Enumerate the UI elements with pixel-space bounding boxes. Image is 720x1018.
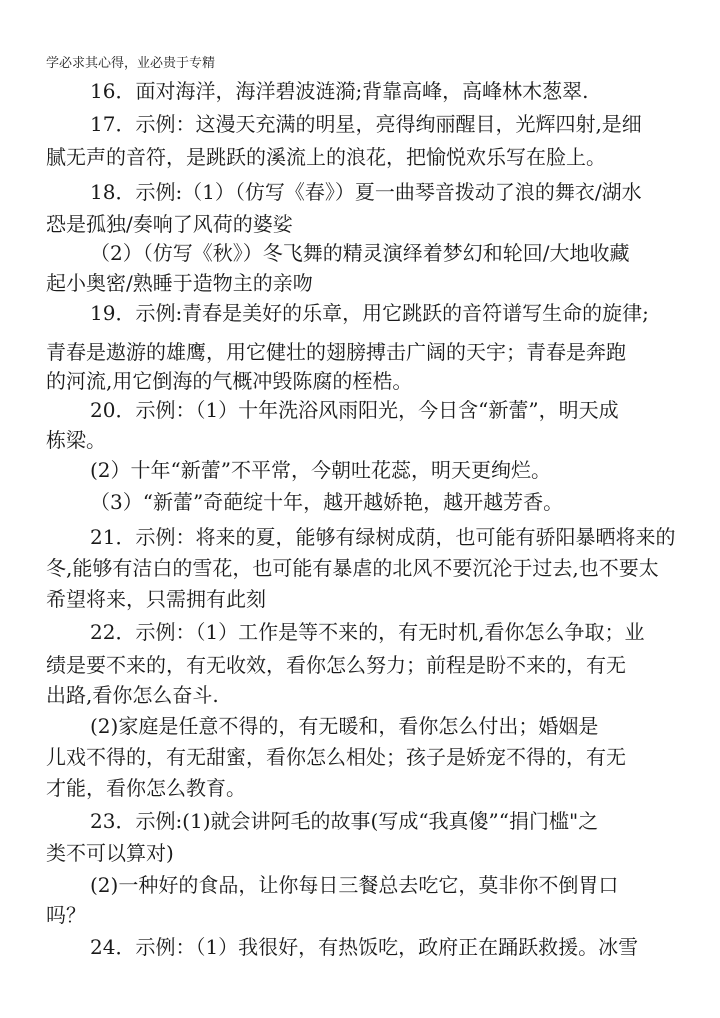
text-line: 22．示例：（1）工作是等不来的，有无时机,看你怎么争取；业 xyxy=(90,620,645,644)
text-line: (2)家庭是任意不得的，有无暖和，看你怎么付出；婚姻是 xyxy=(90,714,599,738)
text-line: (2）十年“新蕾”不平常，今朝吐花蕊，明天更绚烂。 xyxy=(90,458,551,482)
text-line: 19．示例:青春是美好的乐章，用它跳跃的音符谱写生命的旋律; xyxy=(90,301,649,325)
text-line: 出路,看你怎么奋斗. xyxy=(46,683,219,707)
text-line: 才能，看你怎么教育。 xyxy=(46,776,246,800)
text-line: 腻无声的音符，是跳跃的溪流上的浪花，把愉悦欢乐写在脸上。 xyxy=(46,145,606,169)
text-line: 儿戏不得的，有无甜蜜，看你怎么相处；孩子是娇宠不得的，有无 xyxy=(46,745,626,769)
text-line: 青春是遨游的雄鹰，用它健壮的翅膀搏击广阔的天宇；青春是奔跑 xyxy=(46,340,626,364)
page-header: 学必求其心得，业必贵于专精 xyxy=(46,56,216,71)
text-line: 恐是孤独/奏响了风荷的婆娑 xyxy=(46,212,293,236)
text-line: 16．面对海洋，海洋碧波涟漪;背靠高峰，高峰林木葱翠. xyxy=(90,79,589,103)
text-line: 18．示例:（1）（仿写《春》）夏一曲琴音拨动了浪的舞衣/湖水 xyxy=(90,180,642,204)
text-line: 的河流,用它倒海的气概冲毁陈腐的桎梏。 xyxy=(46,369,413,393)
text-line: 21．示例：将来的夏，能够有绿树成荫，也可能有骄阳暴晒将来的 xyxy=(90,525,676,549)
text-line: 栋梁。 xyxy=(46,428,106,452)
text-line: 冬,能够有洁白的雪花，也可能有暴虐的北风不要沉沦于过去,也不要太 xyxy=(46,556,659,580)
text-line: 希望将来，只需拥有此刻 xyxy=(46,587,266,611)
text-line: 起小奥密/熟睡于造物主的亲吻 xyxy=(46,271,313,295)
text-line: 吗？ xyxy=(46,903,86,927)
text-line: （3）“新蕾”奇葩绽十年，越开越娇艳，越开越芳香。 xyxy=(90,490,564,514)
text-line: 24．示例：（1）我很好，有热饭吃，政府正在踊跃救援。冰雪 xyxy=(90,935,639,959)
text-line: 类不可以算对) xyxy=(46,841,174,865)
text-line: 20．示例：（1）十年洗浴风雨阳光，今日含“新蕾”，明天成 xyxy=(90,398,619,422)
text-line: （2）（仿写《秋》）冬飞舞的精灵演绎着梦幻和轮回/大地收藏 xyxy=(90,241,630,265)
text-line: 绩是要不来的，有无收效，看你怎么努力；前程是盼不来的，有无 xyxy=(46,653,626,677)
text-line: 23．示例:(1)就会讲阿毛的故事(写成“我真傻”“捐门槛"之 xyxy=(90,809,599,833)
text-line: 17．示例：这漫天充满的明星，亮得绚丽醒目，光辉四射,是细 xyxy=(90,112,642,136)
text-line: (2)一种好的食品，让你每日三餐总去吃它，莫非你不倒胃口 xyxy=(90,873,619,897)
